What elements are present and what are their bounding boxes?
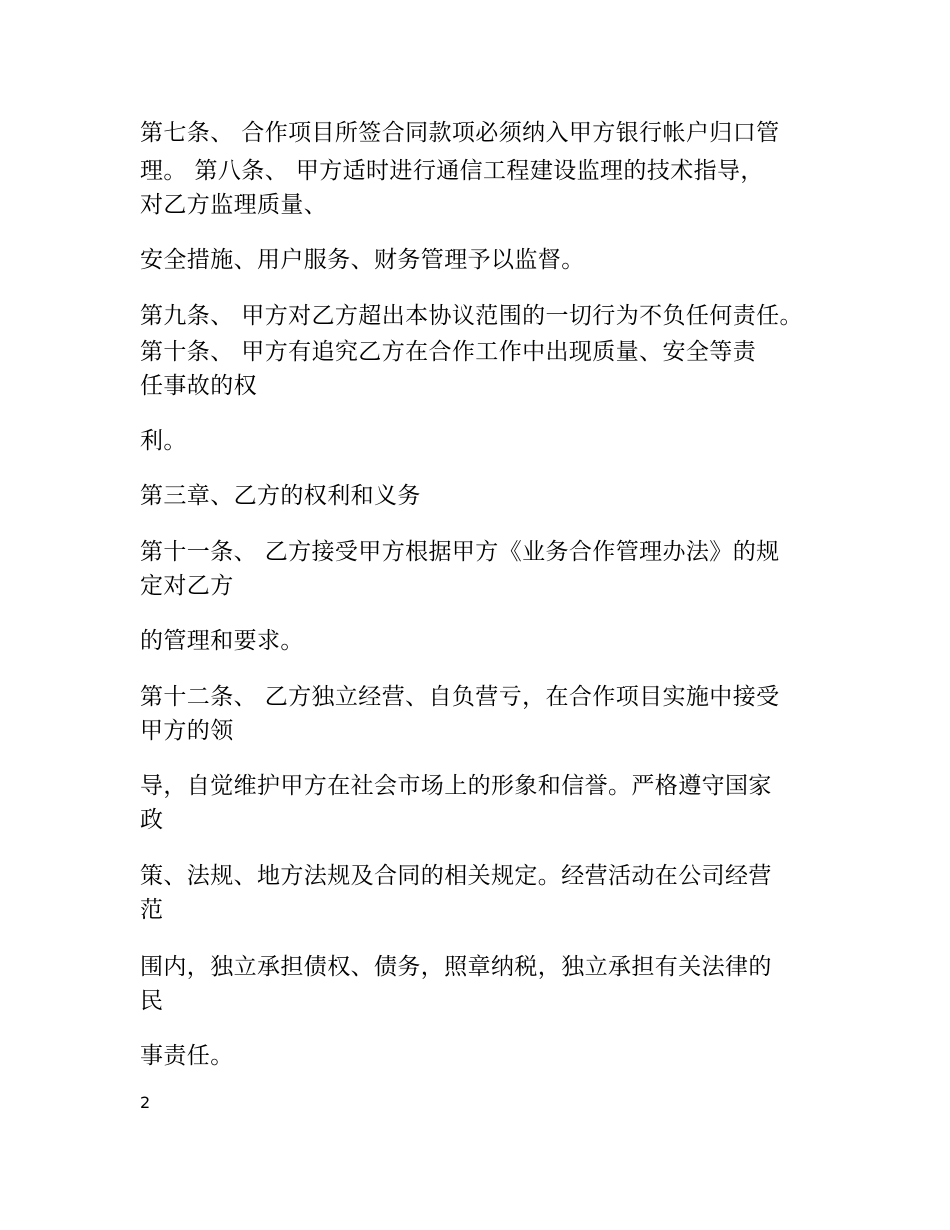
text-line: 第十一条、 乙方接受甲方根据甲方《业务合作管理办法》的规 (140, 539, 780, 565)
text-line: 安全措施、用户服务、财务管理予以监督。 (140, 247, 585, 273)
text-line: 范 (140, 897, 164, 923)
text-line: 政 (140, 807, 164, 833)
text-line: 第十二条、 乙方独立经营、自负营亏，在合作项目实施中接受 (140, 684, 780, 710)
text-line: 对乙方监理质量、 (140, 192, 328, 218)
text-line: 围内，独立承担债权、债务，照章纳税，独立承担有关法律的 (140, 954, 772, 980)
text-line: 策、法规、地方法规及合同的相关规定。经营活动在公司经营 (140, 863, 772, 889)
text-line: 的管理和要求。 (140, 628, 304, 654)
page-number: 2 (140, 1093, 151, 1112)
text-line: 定对乙方 (140, 573, 234, 599)
text-line: 民 (140, 988, 164, 1014)
text-line: 事责任。 (140, 1043, 234, 1069)
text-line: 第十条、 甲方有追究乙方在合作工作中出现质量、安全等责 (140, 339, 757, 365)
text-line: 任事故的权 (140, 373, 257, 399)
text-line: 导，自觉维护甲方在社会市场上的形象和信誉。严格遵守国家 (140, 773, 772, 799)
text-line: 第七条、 合作项目所签合同款项必须纳入甲方银行帐户归口管 (140, 120, 780, 146)
text-line: 利。 (140, 428, 187, 454)
text-line: 理。 第八条、 甲方适时进行通信工程建设监理的技术指导， (140, 158, 764, 184)
text-line: 第九条、 甲方对乙方超出本协议范围的一切行为不负任何责任。 (140, 303, 803, 329)
chapter-heading: 第三章、乙方的权利和义务 (140, 483, 421, 509)
text-line: 甲方的领 (140, 718, 234, 744)
